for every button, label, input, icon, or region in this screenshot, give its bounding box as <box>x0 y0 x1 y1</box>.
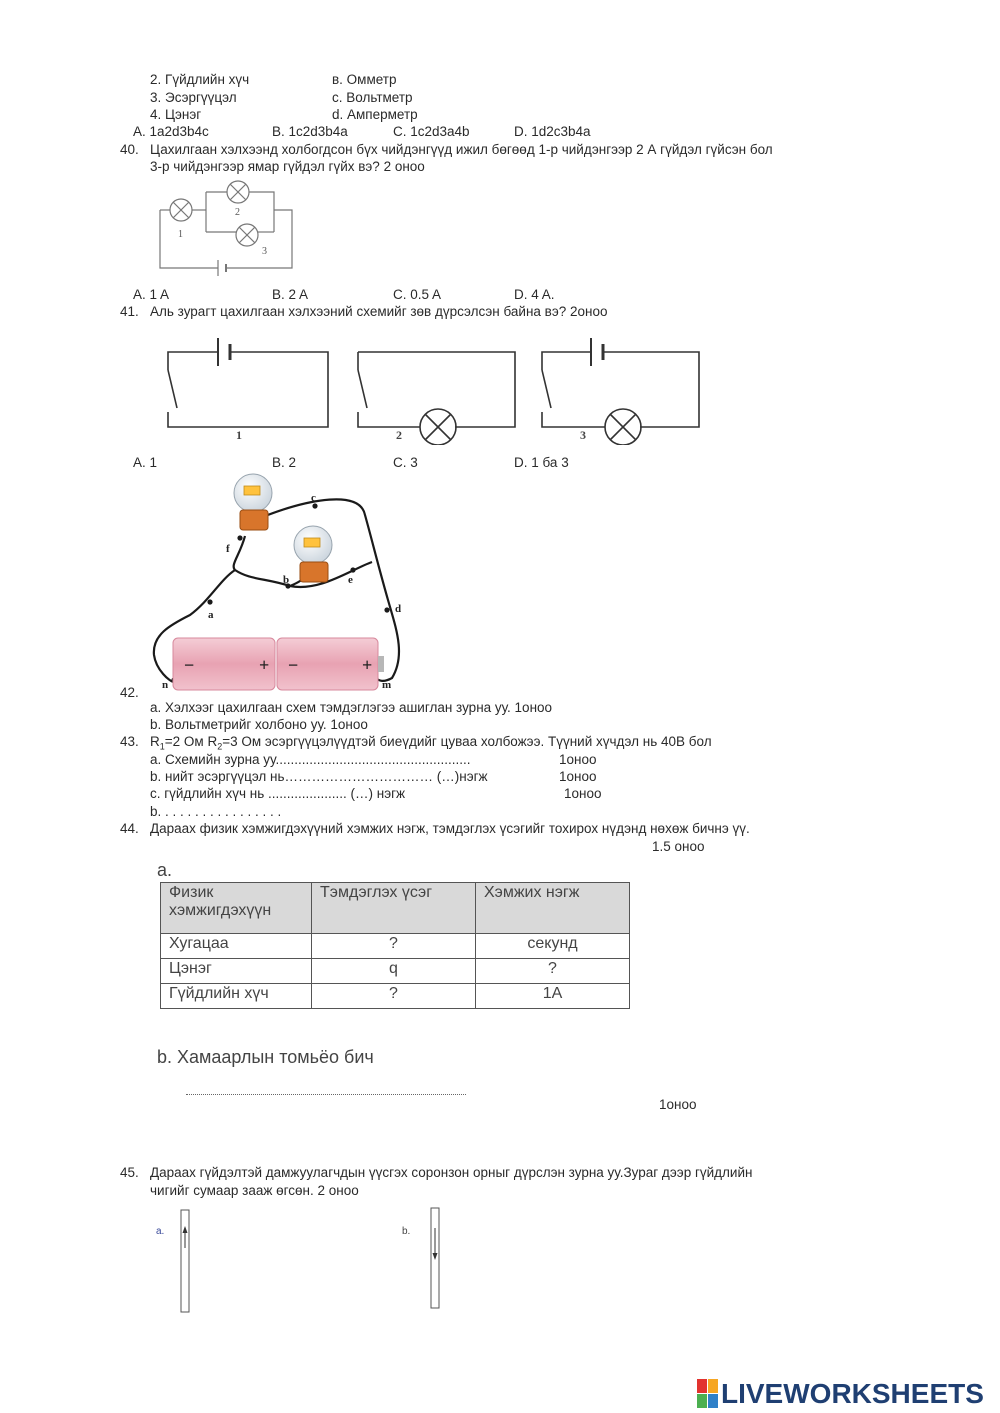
q42-label-e: e <box>348 574 353 586</box>
q40-number: 40. <box>120 142 139 157</box>
q43-part-a-points: 1оноо <box>559 752 597 767</box>
q39-item-left-2: 2. Гүйдлийн хүч <box>150 72 250 87</box>
table-cell: q <box>312 959 476 984</box>
q39-item-right-4: d. Амперметр <box>332 107 418 122</box>
table-cell: Хугацаа <box>161 934 312 959</box>
q45-label-a: a. <box>156 1226 165 1237</box>
q41-text-line1: Аль зурагт цахилгаан хэлхээний схемийг зөв дүрсэлсэн байна вэ? 2оноо <box>150 304 608 319</box>
table-cell-input[interactable]: ? <box>312 934 476 959</box>
q40-option-b[interactable]: B. 2 A <box>272 287 309 302</box>
q45-conductor-b <box>428 1206 444 1312</box>
q42-label-b: b <box>283 574 290 586</box>
q42-label-f: f <box>226 543 230 555</box>
liveworksheets-logo-text: LIVEWORKSHEETS <box>721 1378 984 1409</box>
table-header-cell: Хэмжих нэгж <box>476 883 630 934</box>
q42-battery1-plus: + <box>259 655 270 675</box>
q40-text-line1: Цахилгаан хэлхээнд холбогдсон бүх чийдэнгүүд ижил бөгөөд 1-р чийдэнгээр 2 А гүйдэл гүйсэн бол <box>150 142 773 157</box>
q41-option-b[interactable]: B. 2 <box>272 455 297 470</box>
q42-label-a: a <box>208 609 214 621</box>
table-cell: Гүйдлийн хүч <box>161 984 312 1009</box>
q45-number: 45. <box>120 1165 139 1180</box>
q39-option-b[interactable]: B. 1c2d3b4a <box>272 124 348 139</box>
q45-label-b: b. <box>402 1226 411 1237</box>
q42-battery1-minus: − <box>184 655 195 675</box>
q43-part-c-points: 1оноо <box>564 786 602 801</box>
q41-figure-label-1: 1 <box>236 428 242 442</box>
q43-part-a: a. Схемийн зурна уу.................................................... <box>150 752 471 767</box>
table-header-cell: Тэмдэглэх үсэг <box>312 883 476 934</box>
liveworksheets-logo <box>697 1378 984 1410</box>
q42-part-a: a. Хэлхээг цахилгаан схем тэмдэглэгээ ашиглан зурна уу. 1оноо <box>150 700 553 715</box>
q40-option-c[interactable]: C. 0.5 A <box>393 287 442 302</box>
q40-circuit-diagram <box>150 180 310 280</box>
table-header-row <box>161 883 630 934</box>
table-row <box>161 959 630 984</box>
q41-figure-label-2: 2 <box>396 428 402 442</box>
q43-part-c: c. гүйдлийн хүч нь ..................... (…) нэгж <box>150 786 406 801</box>
table-cell: Цэнэг <box>161 959 312 984</box>
q43-part-b: b. нийт эсэргүүцэл нь…………………………… (…)нэгж <box>150 769 488 784</box>
q44-number: 44. <box>120 821 139 836</box>
table-cell-input[interactable]: ? <box>476 959 630 984</box>
table-cell-input[interactable]: ? <box>312 984 476 1009</box>
q41-option-d[interactable]: D. 1 ба 3 <box>514 455 569 470</box>
q40-option-d[interactable]: D. 4 A. <box>514 287 555 302</box>
q42-label-d: d <box>395 603 402 615</box>
q44-part-a-label: a. <box>157 860 173 880</box>
table-cell: секунд <box>476 934 630 959</box>
q41-option-a[interactable]: A. 1 <box>133 455 158 470</box>
q40-text-line2: 3-р чийдэнгээр ямар гүйдэл гүйх вэ? 2 оноо <box>150 159 425 174</box>
q44-units-table <box>160 882 630 1009</box>
q44-part-b-points: 1оноо <box>659 1097 697 1112</box>
q42-battery2-minus: − <box>288 655 299 675</box>
q40-lamp-label-1: 1 <box>178 229 183 240</box>
q42-circuit-photo <box>140 470 420 695</box>
liveworksheets-logo-icon <box>697 1379 719 1409</box>
table-cell: 1А <box>476 984 630 1009</box>
q43-part-b-points: 1оноо <box>559 769 597 784</box>
q41-number: 41. <box>120 304 139 319</box>
q42-number: 42. <box>120 685 139 700</box>
table-row <box>161 934 630 959</box>
q41-option-c[interactable]: C. 3 <box>393 455 418 470</box>
q39-item-right-3: с. Вольтметр <box>332 90 413 105</box>
table-row <box>161 984 630 1009</box>
q44-text-line1: Дараах физик хэмжигдэхүүний хэмжих нэгж, тэмдэглэх үсэгийг тохирох нүдэнд нөхөж бичнэ үү. <box>150 821 750 836</box>
table-header-cell: Физик хэмжигдэхүүн <box>161 883 312 934</box>
q42-label-c: c <box>311 492 316 504</box>
q44-part-b-label: b. Хамаарлын томьёо бич <box>157 1047 374 1067</box>
q44-answer-line[interactable] <box>186 1094 466 1095</box>
q45-text-line2: чигийг сумаар зааж өгсөн. 2 оноо <box>150 1183 359 1198</box>
q42-label-m: m <box>382 679 392 691</box>
q40-option-a[interactable]: A. 1 A <box>133 287 170 302</box>
q42-battery2-plus: + <box>362 655 373 675</box>
q43-text-line1: $R_1=2$ Ом $R_2=3$ Ом эсэргүүцэлүүдтэй биеүдийг цуваа холбожээ. Түүний хүчдэл нь 40В бол <box>150 734 712 752</box>
q39-item-left-3: 3. Эсэргүүцэл <box>150 90 237 105</box>
q39-item-right-2: в. Омметр <box>332 72 397 87</box>
q42-label-n: n <box>162 679 169 691</box>
q41-circuit-figures <box>150 330 710 445</box>
q41-figure-label-3: 3 <box>580 428 586 442</box>
q43-part-d: b. . . . . . . . . . . . . . . . . <box>150 804 282 819</box>
q44-points: 1.5 оноо <box>652 839 705 854</box>
q40-lamp-label-3: 3 <box>262 246 267 257</box>
q39-option-d[interactable]: D. 1d2c3b4a <box>514 124 591 139</box>
q45-conductor-a <box>178 1208 194 1316</box>
q43-number: 43. <box>120 734 139 749</box>
q40-lamp-label-2: 2 <box>235 207 240 218</box>
q42-part-b: b. Вольтметрийг холбоно уу. 1оноо <box>150 717 368 732</box>
q45-text-line1: Дараах гүйдэлтэй дамжуулагчдын үүсгэх соронзон орныг дүрслэн зурна уу.Зураг дээр гүйдлийн <box>150 1165 753 1180</box>
q39-item-left-4: 4. Цэнэг <box>150 107 202 122</box>
q39-option-a[interactable]: A. 1a2d3b4c <box>133 124 209 139</box>
q39-option-c[interactable]: C. 1c2d3a4b <box>393 124 470 139</box>
